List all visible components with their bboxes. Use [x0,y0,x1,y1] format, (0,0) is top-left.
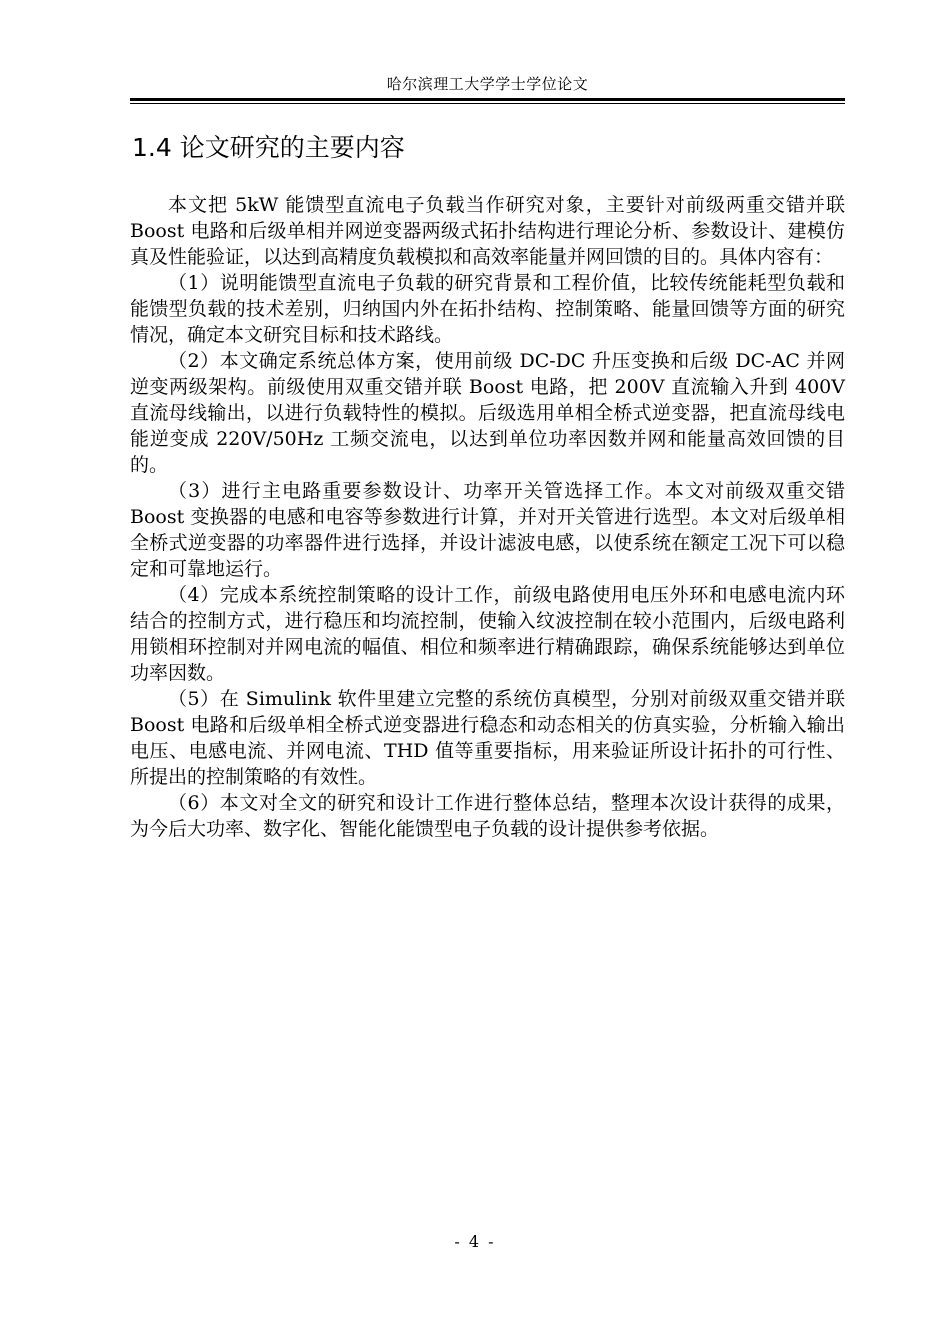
intro-paragraph: 本文把 5kW 能馈型直流电子负载当作研究对象，主要针对前级两重交错并联 Boost 电路和后级单相并网逆变器两级式拓扑结构进行理论分析、参数设计、建模仿真及性能验证，以达到高精度负载模拟和高效率能量并网回馈的目的。具体内容有： [130,194,845,268]
content-item-5: （5）在 Simulink 软件里建立完整的系统仿真模型，分别对前级双重交错并联 Boost 电路和后级单相全桥式逆变器进行稳态和动态相关的仿真实验，分析输入输出电压、电感电流、并网电流、THD 值等重要指标，用来验证所设计拓扑的可行性、所提出的控制策略的有效性。 [130,688,845,788]
header-rule-thin [130,103,845,104]
page-number: - 4 - [454,1232,496,1251]
header-rule-thick [130,98,845,101]
content-item-6: （6）本文对全文的研究和设计工作进行整体总结，整理本次设计获得的成果，为今后大功率、数字化、智能化能馈型电子负载的设计提供参考依据。 [130,792,845,840]
section-title: 1.4 论文研究的主要内容 [132,133,405,162]
content-item-3: （3）进行主电路重要参数设计、功率开关管选择工作。本文对前级双重交错 Boost 变换器的电感和电容等参数进行计算，并对开关管进行选型。本文对后级单相全桥式逆变器的功率器件进行选择，并设计滤波电感，以使系统在额定工况下可以稳定和可靠地运行。 [130,480,845,580]
content-item-4: （4）完成本系统控制策略的设计工作，前级电路使用电压外环和电感电流内环结合的控制方式，进行稳压和均流控制，使输入纹波控制在较小范围内，后级电路利用锁相环控制对并网电流的幅值、相位和频率进行精确跟踪，确保系统能够达到单位功率因数。 [130,584,845,684]
content-item-1: （1）说明能馈型直流电子负载的研究背景和工程价值，比较传统能耗型负载和能馈型负载的技术差别，归纳国内外在拓扑结构、控制策略、能量回馈等方面的研究情况，确定本文研究目标和技术路线。 [130,272,845,346]
running-header: 哈尔滨理工大学学士学位论文 [386,75,589,93]
content-item-2: （2）本文确定系统总体方案，使用前级 DC-DC 升压变换和后级 DC-AC 并网逆变两级架构。前级使用双重交错并联 Boost 电路，把 200V 直流输入升到 400V 直流母线输出，以进行负载特性的模拟。后级选用单相全桥式逆变器，把直流母线电能逆变成 220V/50Hz 工频交流电，以达到单位功率因数并网和能量高效回馈的目的。 [130,350,845,476]
body-text [130,192,845,842]
